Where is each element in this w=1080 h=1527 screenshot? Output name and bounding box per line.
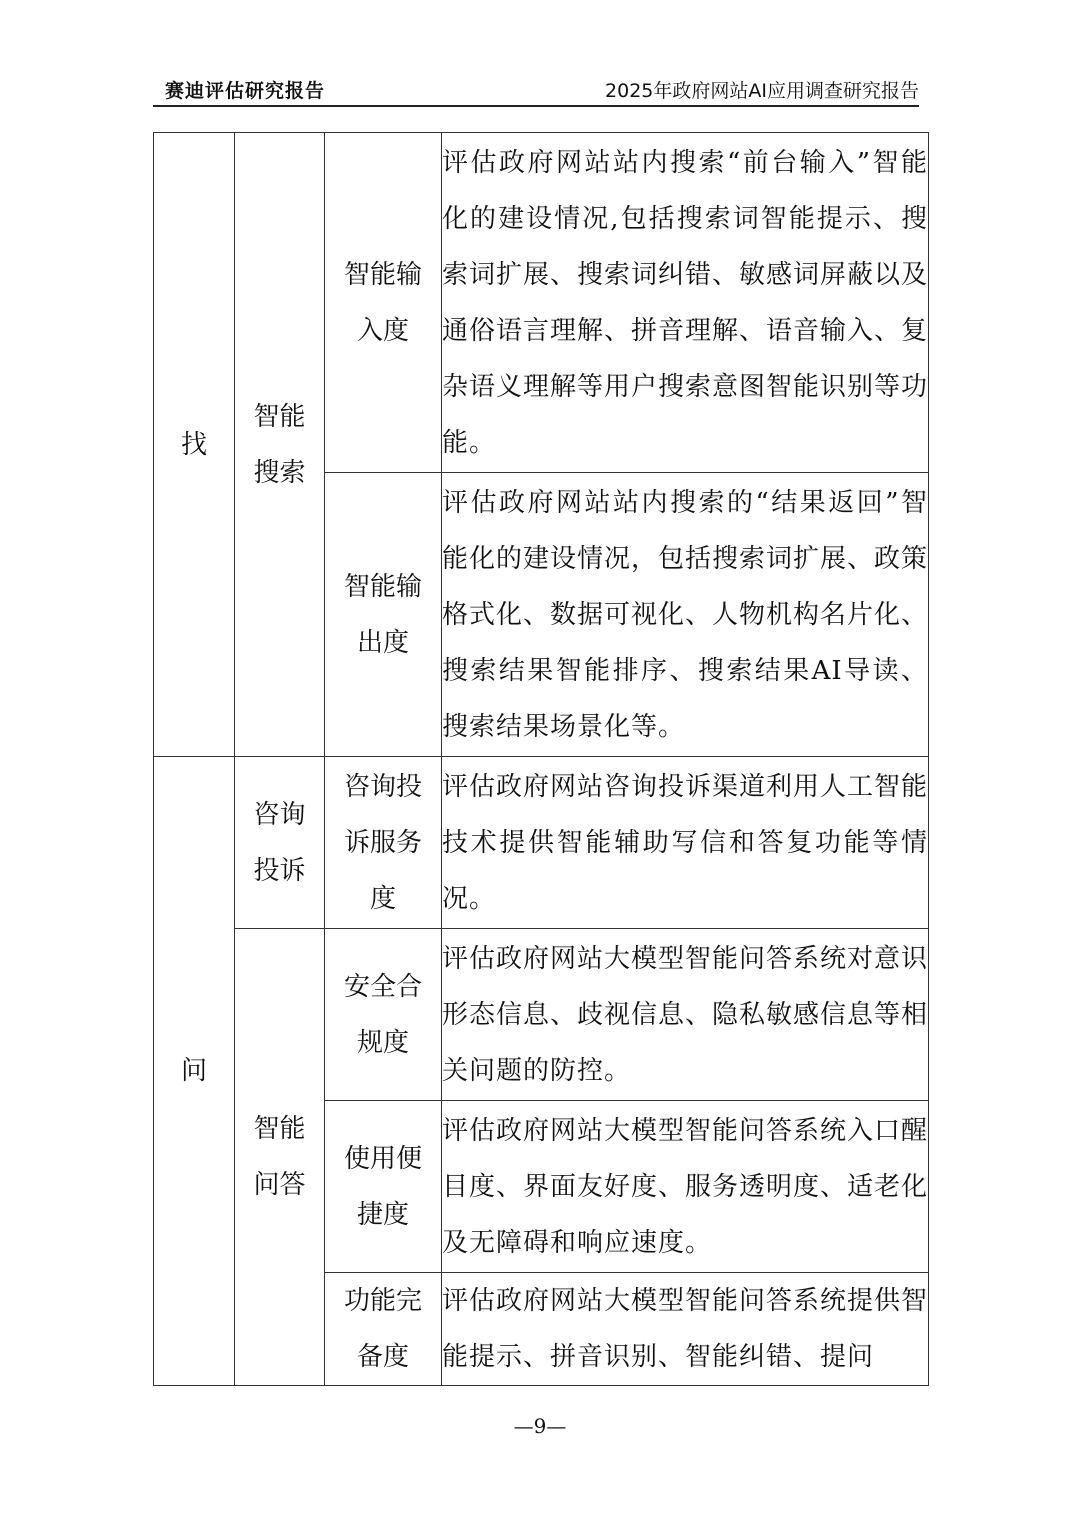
indicator-smart-input	[325, 133, 442, 473]
subcategory-smart-search-label: 智能搜索	[253, 401, 306, 488]
table-row	[154, 757, 929, 929]
subcategory-consult	[235, 757, 325, 929]
subcategory-smart-qa	[235, 929, 325, 1386]
indicator-smart-output	[325, 473, 442, 757]
category-find-label: 找	[180, 429, 207, 460]
indicator-usability-label: 使用便捷度	[343, 1143, 422, 1230]
indicator-security	[325, 929, 442, 1101]
page-header	[153, 74, 919, 102]
indicator-usability	[325, 1101, 442, 1273]
category-ask-label: 问	[180, 1056, 207, 1086]
indicator-consult-service	[325, 757, 442, 929]
indicator-function	[325, 1273, 442, 1386]
table-row	[154, 929, 929, 1101]
category-find	[154, 133, 235, 757]
description-function: 评估政府网站大模型智能问答系统提供智能提示、拼音识别、智能纠错、提问	[442, 1273, 929, 1386]
description-smart-output: 评估政府网站站内搜索的“结果返回”智能化的建设情况，包括搜索词扩展、政策格式化、数据可视化、人物机构名片化、搜索结果智能排序、搜索结果AI导读、搜索结果场景化等。	[442, 473, 929, 757]
indicator-smart-input-label: 智能输入度	[343, 259, 422, 346]
header-org-title: 赛迪评估研究报告	[165, 80, 326, 102]
subcategory-consult-label: 咨询投诉	[253, 799, 306, 886]
indicator-security-label: 安全合规度	[343, 971, 422, 1058]
table-row	[154, 133, 929, 473]
description-smart-input: 评估政府网站站内搜索“前台输入”智能化的建设情况,包括搜索词智能提示、搜索词扩展、搜索词纠错、敏感词屏蔽以及通俗语言理解、拼音理解、语音输入、复杂语义理解等用户搜索意图智能识别等功能。	[442, 133, 929, 473]
indicator-function-label: 功能完备度	[343, 1286, 422, 1372]
header-report-title: 2025年政府网站AI应用调查研究报告	[605, 80, 919, 102]
indicator-consult-service-label: 咨询投诉服务度	[343, 771, 422, 914]
description-security: 评估政府网站大模型智能问答系统对意识形态信息、歧视信息、隐私敏感信息等相关问题的防控。	[442, 929, 929, 1101]
subcategory-smart-qa-label: 智能问答	[253, 1114, 306, 1200]
description-consult-service: 评估政府网站咨询投诉渠道利用人工智能技术提供智能辅助写信和答复功能等情况。	[442, 757, 929, 929]
subcategory-smart-search	[235, 133, 325, 757]
indicator-smart-output-label: 智能输出度	[343, 571, 422, 658]
description-usability: 评估政府网站大模型智能问答系统入口醒目度、界面友好度、服务透明度、适老化及无障碍和响应速度。	[442, 1101, 929, 1273]
page-number: —9—	[513, 1414, 567, 1438]
category-ask	[154, 757, 235, 1386]
header-rule	[153, 105, 919, 107]
evaluation-table	[153, 132, 929, 1386]
